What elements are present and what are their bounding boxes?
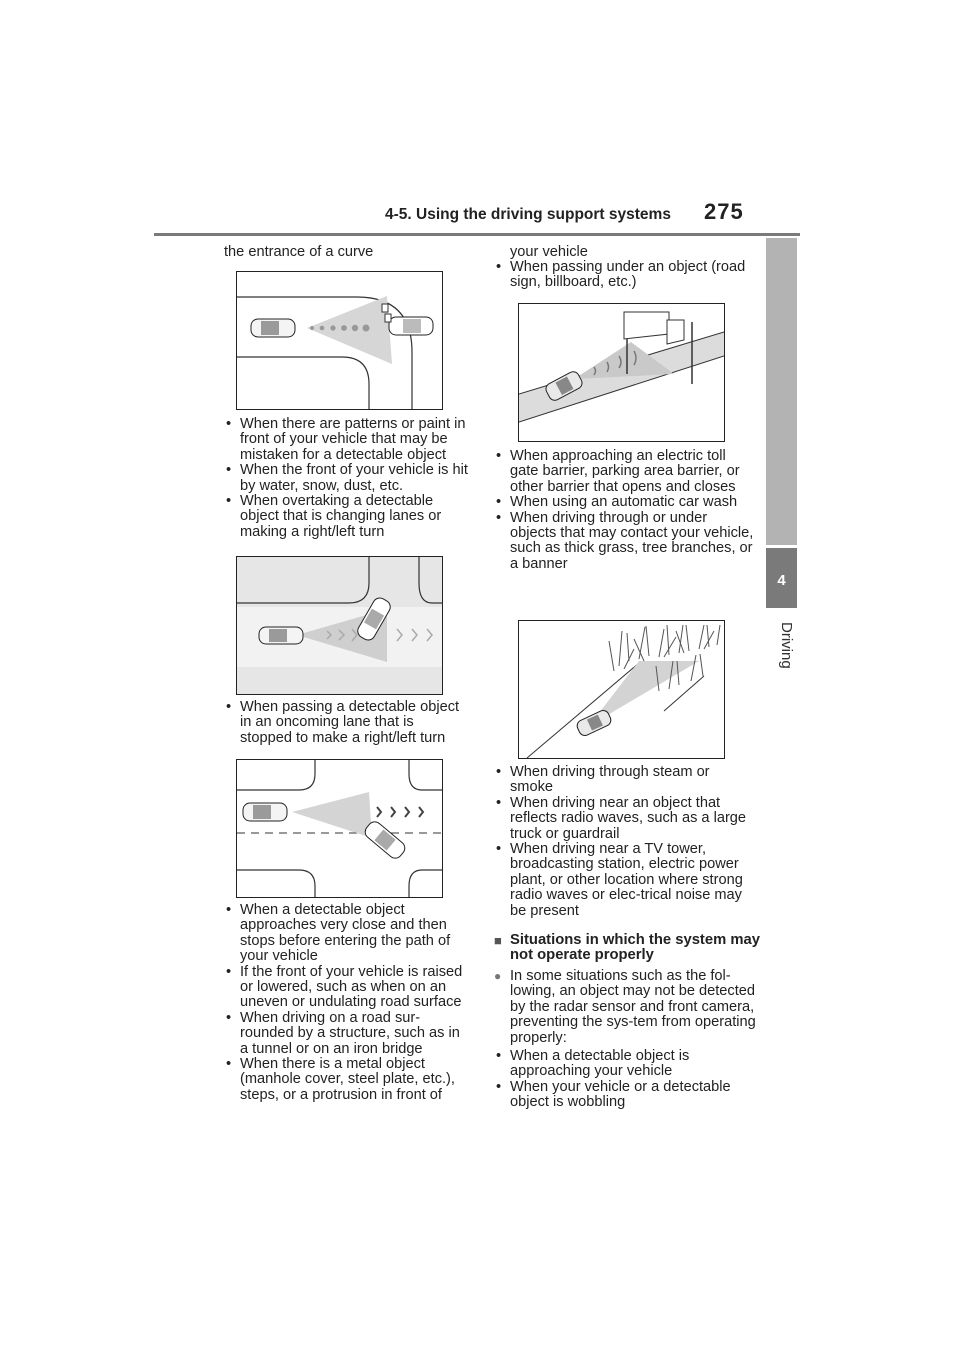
list-item: • When overtaking a detectable object that is changing lanes or making a right/left turn	[224, 494, 469, 540]
list-item: • When the front of your vehicle is hit by water, snow, dust, etc.	[224, 463, 469, 494]
list-item: • When driving through or under objects that may contact your vehicle, such as thick grass, tree branches, or a banner	[494, 511, 754, 573]
intro-paragraph: ● In some situations such as the fol-lowing, an object may not be detected by the radar sensor and front camera, preventing the sys-tem from operating properly:	[494, 969, 770, 1046]
right-bullets-b	[494, 449, 754, 572]
list-item: • When a detectable object is approaching your vehicle	[494, 1049, 754, 1080]
list-item: • When driving through steam or smoke	[494, 765, 754, 796]
chapter-tab	[766, 238, 797, 545]
right-bullets-a	[494, 260, 754, 291]
page-number: 275	[704, 199, 744, 224]
list-item: • When a detectable object approaches very close and then stops before entering the path of your vehicle	[224, 903, 469, 965]
list-item: • When using an automatic car wash	[494, 495, 754, 510]
left-continuation-text: the entrance of a curve	[224, 244, 374, 260]
left-bullets-a	[224, 417, 469, 540]
curve-illustration	[236, 271, 443, 410]
list-item: • When driving near an object that reflects radio waves, such as a large truck or guardrail	[494, 796, 754, 842]
header-rule	[154, 233, 800, 236]
lane-change-illustration	[236, 556, 443, 695]
section-title: 4-5. Using the driving support systems	[385, 206, 671, 223]
right-bullets-d	[494, 1049, 754, 1111]
right-bullets-c	[494, 765, 754, 919]
list-item: • When there is a metal object (manhole cover, steel plate, etc.), steps, or a protrusion in front of	[224, 1057, 469, 1103]
list-item: • If the front of your vehicle is raised or lowered, such as when on an uneven or undulating road surface	[224, 965, 469, 1011]
list-item: • When your vehicle or a detectable object is wobbling	[494, 1080, 754, 1111]
list-item: • When driving on a road sur-rounded by a structure, such as in a tunnel or on an iron bridge	[224, 1011, 469, 1057]
list-item: • When approaching an electric toll gate barrier, parking area barrier, or other barrier that opens and closes	[494, 449, 754, 495]
left-bullets-c	[224, 903, 469, 1103]
subheading: ■ Situations in which the system may not operate properly	[494, 933, 770, 964]
right-continuation-text: your vehicle	[510, 244, 588, 260]
oncoming-turn-illustration	[236, 759, 443, 898]
list-item: • When passing a detectable object in an oncoming lane that is stopped to make a right/left turn	[224, 700, 469, 746]
chapter-number: 4	[777, 572, 786, 589]
list-item: • When there are patterns or paint in front of your vehicle that may be mistaken for a detectable object	[224, 417, 469, 463]
left-bullets-b	[224, 700, 469, 746]
list-item: • When driving near a TV tower, broadcasting station, electric power plant, or other location where strong radio waves or elec-trical noise may be present	[494, 842, 754, 919]
list-item: • When passing under an object (road sign, billboard, etc.)	[494, 260, 754, 291]
overhead-sign-illustration	[518, 303, 725, 442]
grass-illustration	[518, 620, 725, 759]
chapter-label: Driving	[778, 622, 795, 669]
